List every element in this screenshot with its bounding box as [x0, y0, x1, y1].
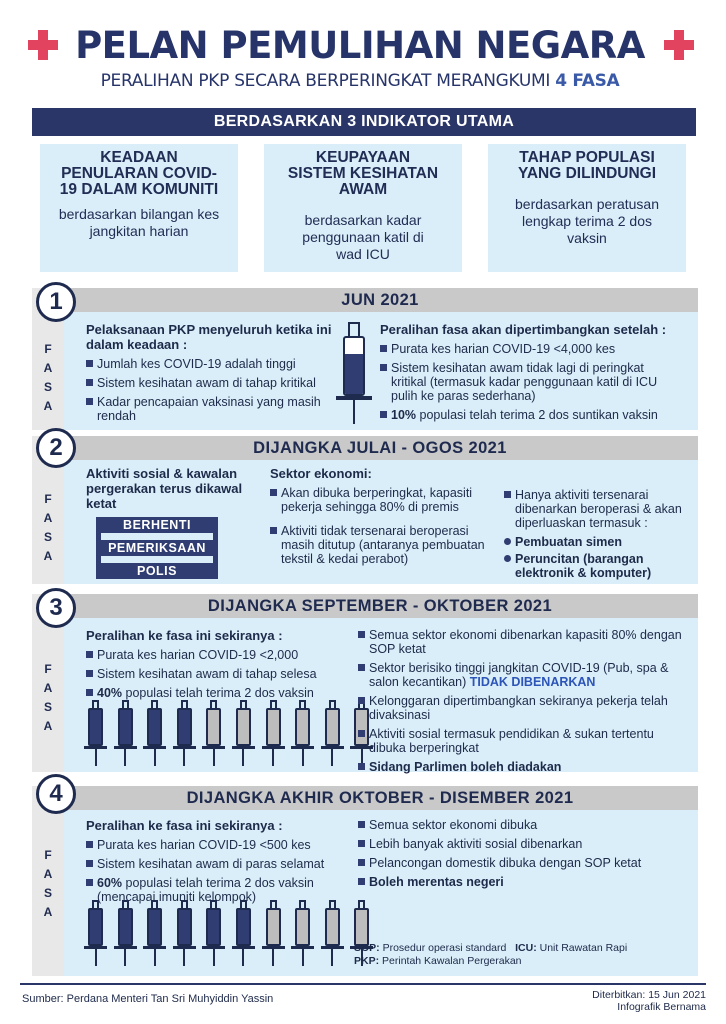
fasa-vertical-label: F A S A — [43, 848, 53, 919]
indicator-title: TAHAP POPULASI YANG DILINDUNGI — [517, 149, 657, 182]
fasa-vertical-label: F A S A — [43, 342, 53, 413]
indicator-desc: berdasarkan bilangan kes jangkitan harian — [58, 206, 220, 239]
list-item: Boleh merentas negeri — [358, 875, 688, 889]
list-item: Semua sektor ekonomi dibuka — [358, 818, 688, 832]
phase-3-header: DIJANGKA SEPTEMBER - OKTOBER 2021 — [207, 597, 553, 615]
phase-4-measures — [358, 818, 688, 894]
syringe-icon — [202, 700, 225, 766]
indicator-desc: berdasarkan kadar penggunaan katil di wad ICU — [302, 212, 424, 262]
list-item: Sistem kesihatan awam di tahap selesa — [86, 667, 342, 681]
indicator-desc: berdasarkan peratusan lengkap terima 2 dos vaksin — [515, 196, 659, 246]
phase-2-economy: Sektor ekonomi: Akan dibuka berperingkat, kapasiti pekerja sehingga 80% di premis Aktiviti tidak tersenarai beroperasi masih ditutup (antaranya pembuatan tekstil & kedai perabot) — [270, 466, 492, 571]
phase-4-number: 4 — [36, 774, 76, 814]
list-item: Pelancongan domestik dibuka dengan SOP ketat — [358, 856, 688, 870]
phase-4-header: DIJANGKA AKHIR OKTOBER - DISEMBER 2021 — [186, 789, 574, 807]
phase-3-conditions: Peralihan ke fasa ini sekiranya : Purata kes harian COVID-19 <2,000 Sistem kesihatan awam di tahap selesa 40% populasi telah terima 2 dos vaksin — [86, 628, 342, 705]
phase-1-header: JUN 2021 — [341, 291, 419, 309]
phase-1-number: 1 — [36, 282, 76, 322]
list-item: Aktiviti tidak tersenarai beroperasi masih ditutup (antaranya pembuatan tekstil & kedai perabot) — [270, 524, 492, 566]
page-title: PELAN PEMULIHAN NEGARA — [75, 24, 645, 67]
syringe-icon — [202, 900, 225, 966]
plus-cross-icon — [28, 30, 58, 60]
list-item: Sistem kesihatan awam di tahap kritikal — [86, 376, 334, 390]
list-item: Sektor berisiko tinggi jangkitan COVID-19 (Pub, spa & salon kecantikan) TIDAK DIBENARKAN — [358, 661, 688, 689]
indicator-title: KEADAAN PENULARAN COVID-19 DALAM KOMUNITI — [59, 149, 219, 198]
syringe-icon — [336, 322, 372, 426]
abbreviation-legend: SOP: Prosedur operasi standard ICU: Unit Rawatan Rapi PKP: Perintah Kawalan Pergerakan — [354, 942, 628, 967]
syringe-icon — [143, 700, 166, 766]
list-item: Akan dibuka berperingkat, kapasiti pekerja sehingga 80% di premis — [270, 486, 492, 514]
phase-2-social: Aktiviti sosial & kawalan pergerakan terus dikawal ketat — [86, 466, 243, 511]
list-item: Aktiviti sosial termasuk pendidikan & sukan tertentu dibuka berperingkat — [358, 727, 688, 755]
publish-info: Diterbitkan: 15 Jun 2021 Infografik Bernama — [592, 989, 706, 1013]
syringe-icon — [321, 700, 344, 766]
syringe-icon — [262, 900, 285, 966]
syringe-icon — [114, 900, 137, 966]
phase-3-number: 3 — [36, 588, 76, 628]
syringe-icon — [232, 900, 255, 966]
list-item: 60% populasi telah terima 2 dos vaksin (mencapai imuniti kelompok) — [86, 876, 342, 904]
list-item: Purata kes harian COVID-19 <2,000 — [86, 648, 342, 662]
syringe-icon — [291, 700, 314, 766]
list-item: Purata kes harian COVID-19 <500 kes — [86, 838, 342, 852]
syringe-icon — [173, 900, 196, 966]
syringe-icon — [291, 900, 314, 966]
fasa-vertical-label: F A S A — [43, 662, 53, 733]
phase-3-measures — [358, 628, 688, 779]
page-subtitle: PERALIHAN PKP SECARA BERPERINGKAT MERANGKUMI 4 FASA — [100, 71, 620, 91]
indicator-banner: BERDASARKAN 3 INDIKATOR UTAMA — [32, 108, 696, 136]
indicator-title: KEUPAYAAN SISTEM KESIHATAN AWAM — [287, 149, 439, 198]
list-item: Kelonggaran dipertimbangkan sekiranya pekerja telah divaksinasi — [358, 694, 688, 722]
phase-2-header: DIJANGKA JULAI - OGOS 2021 — [253, 439, 507, 457]
phase-2-allowed — [504, 488, 694, 585]
phase-1-conditions: Pelaksanaan PKP menyeluruh ketika ini dalam keadaan : Jumlah kes COVID-19 adalah tinggi Sistem kesihatan awam di tahap kritikal Kadar pencapaian vaksinasi yang masih rendah — [86, 322, 334, 428]
indicator-card — [264, 144, 462, 272]
syringe-icon — [114, 700, 137, 766]
vaccination-progress-syringes — [84, 700, 380, 766]
footer-divider — [20, 983, 706, 985]
syringe-icon — [143, 900, 166, 966]
indicator-card — [40, 144, 238, 272]
syringe-icon — [84, 900, 107, 966]
list-item: Kadar pencapaian vaksinasi yang masih rendah — [86, 395, 334, 423]
list-item: Pembuatan simen — [504, 535, 694, 549]
fasa-vertical-label: F A S A — [43, 492, 53, 563]
list-item: 10% populasi telah terima 2 dos suntikan vaksin — [380, 408, 680, 422]
list-item: Sistem kesihatan awam tidak lagi di peringkat kritikal (termasuk kadar penggunaan katil di ICU pulih ke paras sederhana) — [380, 361, 680, 403]
syringe-icon — [84, 700, 107, 766]
list-item: Purata kes harian COVID-19 <4,000 kes — [380, 342, 680, 356]
list-item: 40% populasi telah terima 2 dos vaksin — [86, 686, 342, 700]
indicator-card — [488, 144, 686, 272]
plus-cross-icon — [664, 30, 694, 60]
syringe-icon — [262, 700, 285, 766]
list-item: Lebih banyak aktiviti sosial dibenarkan — [358, 837, 688, 851]
list-item: Sistem kesihatan awam di paras selamat — [86, 857, 342, 871]
syringe-icon — [321, 900, 344, 966]
list-item: Peruncitan (barangan elektronik & komputer) — [504, 552, 694, 580]
list-item: Hanya aktiviti tersenarai dibenarkan beroperasi & akan diperluaskan termasuk : — [504, 488, 694, 530]
police-checkpoint-sign: BERHENTI PEMERIKSAAN POLIS — [96, 517, 218, 579]
syringe-icon — [232, 700, 255, 766]
vaccination-progress-syringes — [84, 900, 380, 966]
list-item: Semua sektor ekonomi dibenarkan kapasiti 80% dengan SOP ketat — [358, 628, 688, 656]
list-item: Jumlah kes COVID-19 adalah tinggi — [86, 357, 334, 371]
source-credit: Sumber: Perdana Menteri Tan Sri Muhyiddin Yassin — [22, 993, 274, 1005]
phase-1-transition: Peralihan fasa akan dipertimbangkan setelah : Purata kes harian COVID-19 <4,000 kes Sistem kesihatan awam tidak lagi di peringkat kritikal (termasuk kadar penggunaan katil di ICU pulih ke paras sederhana) 10% populasi telah terima 2 dos suntikan vaksin — [380, 322, 680, 427]
phase-2-number: 2 — [36, 428, 76, 468]
phase-4-conditions: Peralihan ke fasa ini sekiranya : Purata kes harian COVID-19 <500 kes Sistem kesihatan awam di paras selamat 60% populasi telah terima 2 dos vaksin (mencapai imuniti kelompok) — [86, 818, 342, 909]
list-item: Sidang Parlimen boleh diadakan — [358, 760, 688, 774]
syringe-icon — [173, 700, 196, 766]
